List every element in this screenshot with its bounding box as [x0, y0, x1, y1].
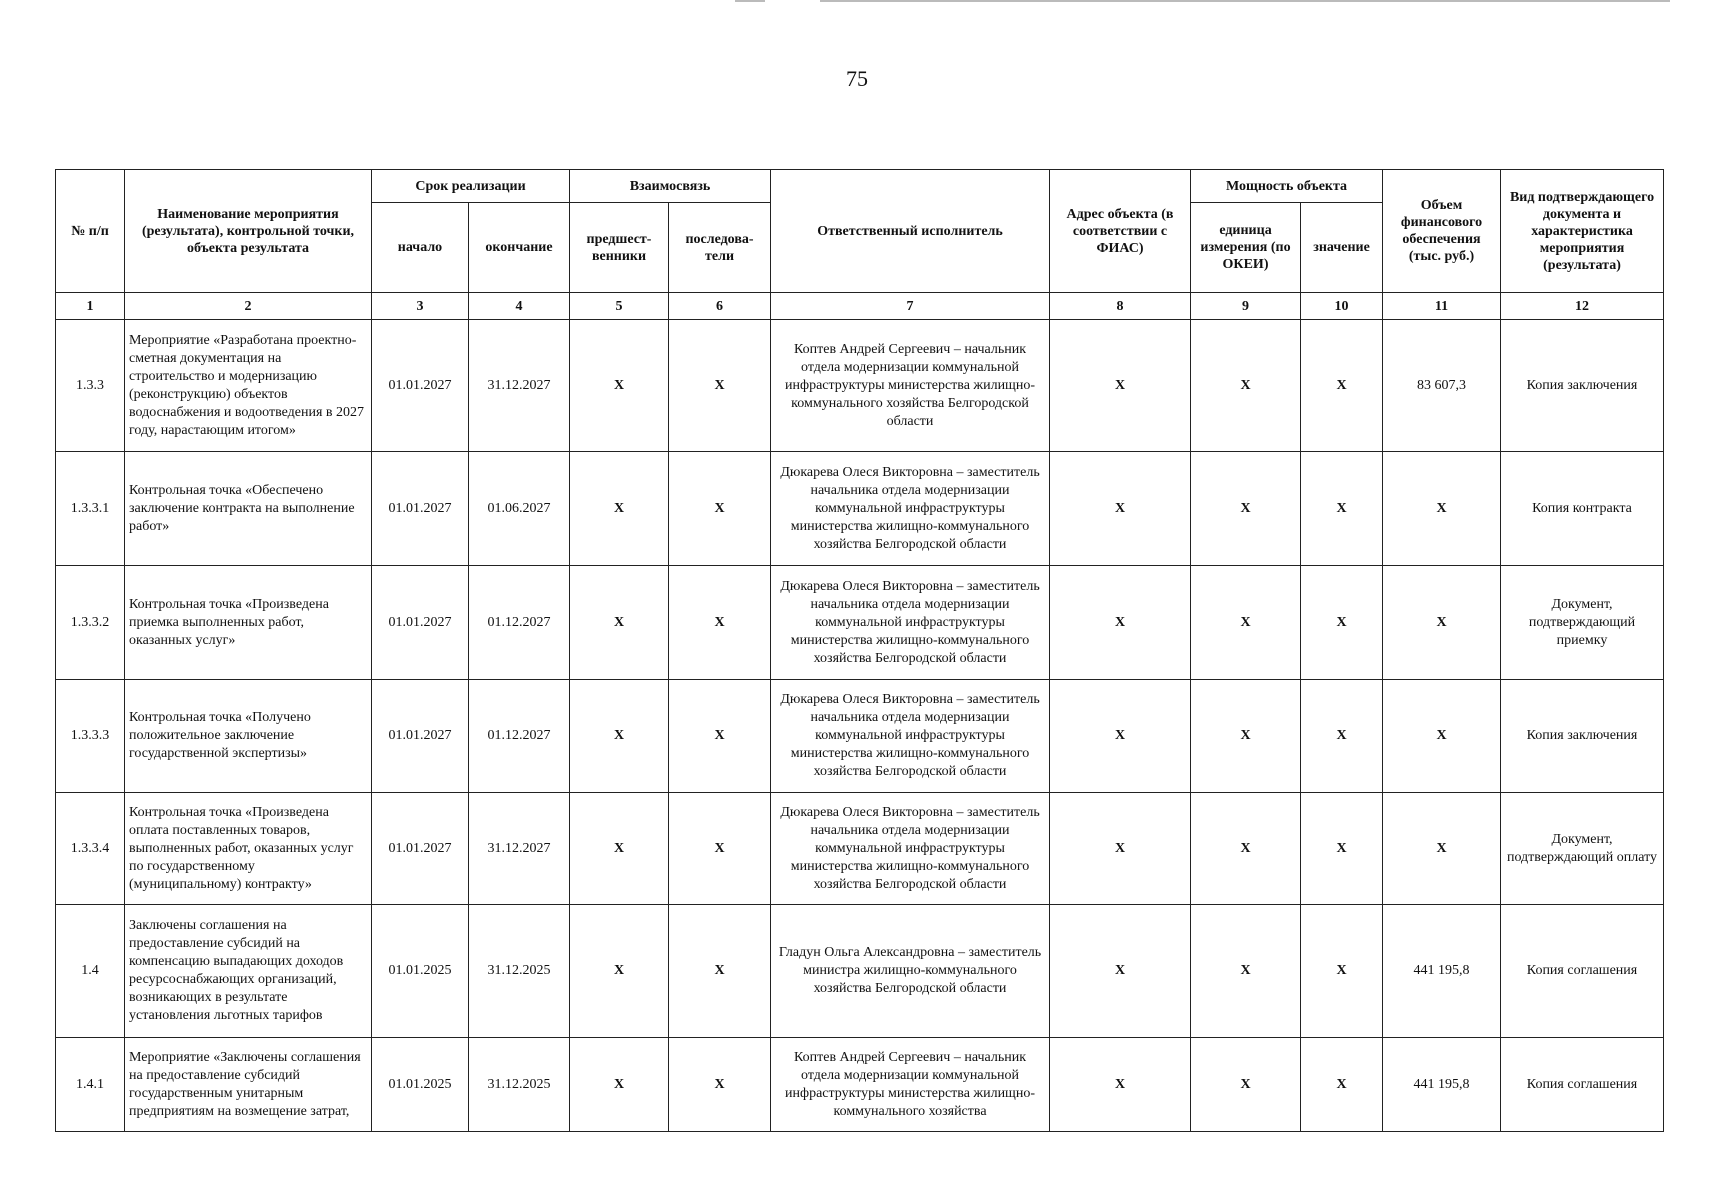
column-number: 2 — [125, 293, 372, 320]
column-number: 11 — [1383, 293, 1501, 320]
row-predecessors: X — [570, 793, 669, 905]
row-unit: X — [1191, 793, 1301, 905]
header-predecessors: предшест-венники — [570, 203, 669, 293]
row-doc: Копия контракта — [1501, 452, 1664, 566]
column-number: 7 — [771, 293, 1050, 320]
row-predecessors: X — [570, 680, 669, 793]
row-unit: X — [1191, 905, 1301, 1038]
row-executor: Коптев Андрей Сергеевич – начальник отдела модернизации коммунальной инфраструктуры министерства жилищно-коммунального хозяйства — [771, 1038, 1050, 1132]
row-name: Контрольная точка «Обеспечено заключение контракта на выполнение работ» — [125, 452, 372, 566]
row-doc: Копия соглашения — [1501, 905, 1664, 1038]
plan-table — [55, 169, 1664, 1132]
row-num: 1.3.3.1 — [56, 452, 125, 566]
header-finance: Объем финансового обеспечения (тыс. руб.) — [1383, 170, 1501, 293]
row-finance: X — [1383, 452, 1501, 566]
row-start: 01.01.2025 — [372, 905, 469, 1038]
row-unit: X — [1191, 452, 1301, 566]
row-num: 1.3.3.2 — [56, 566, 125, 680]
header-start: начало — [372, 203, 469, 293]
row-num: 1.4 — [56, 905, 125, 1038]
row-successors: X — [669, 680, 771, 793]
table-row — [56, 320, 1664, 452]
row-start: 01.01.2027 — [372, 680, 469, 793]
row-end: 31.12.2025 — [469, 905, 570, 1038]
row-executor: Дюкарева Олеся Викторовна – заместитель начальника отдела модернизации коммунальной инфраструктуры министерства жилищно-коммунального хозяйства Белгородской области — [771, 452, 1050, 566]
row-end: 01.06.2027 — [469, 452, 570, 566]
row-doc: Документ, подтверждающий приемку — [1501, 566, 1664, 680]
column-number: 6 — [669, 293, 771, 320]
row-unit: X — [1191, 320, 1301, 452]
row-value: X — [1301, 1038, 1383, 1132]
scan-edge-line — [820, 0, 1670, 2]
row-end: 31.12.2025 — [469, 1038, 570, 1132]
row-name: Контрольная точка «Произведена оплата поставленных товаров, выполненных работ, оказанных услуг по государственному (муниципальному) контракту» — [125, 793, 372, 905]
row-address: X — [1050, 320, 1191, 452]
table-row — [56, 452, 1664, 566]
header-name: Наименование мероприятия (результата), контрольной точки, объекта результата — [125, 170, 372, 293]
header-address: Адрес объекта (в соответствии с ФИАС) — [1050, 170, 1191, 293]
row-finance: X — [1383, 793, 1501, 905]
row-name: Контрольная точка «Произведена приемка выполненных работ, оказанных услуг» — [125, 566, 372, 680]
row-successors: X — [669, 452, 771, 566]
table-body — [56, 320, 1664, 1132]
row-address: X — [1050, 793, 1191, 905]
row-successors: X — [669, 793, 771, 905]
row-address: X — [1050, 1038, 1191, 1132]
row-address: X — [1050, 566, 1191, 680]
row-unit: X — [1191, 1038, 1301, 1132]
row-value: X — [1301, 566, 1383, 680]
table-header — [56, 170, 1664, 320]
row-start: 01.01.2027 — [372, 452, 469, 566]
row-successors: X — [669, 320, 771, 452]
header-capacity: Мощность объекта — [1191, 170, 1383, 203]
row-executor: Дюкарева Олеся Викторовна – заместитель начальника отдела модернизации коммунальной инфраструктуры министерства жилищно-коммунального хозяйства Белгородской области — [771, 793, 1050, 905]
row-num: 1.4.1 — [56, 1038, 125, 1132]
row-predecessors: X — [570, 320, 669, 452]
header-doc: Вид подтверждающего документа и характеристика мероприятия (результата) — [1501, 170, 1664, 293]
row-name: Заключены соглашения на предоставление субсидий на компенсацию выпадающих доходов ресурсоснабжающих организаций, возникающих в результате установления льготных тарифов — [125, 905, 372, 1038]
row-end: 01.12.2027 — [469, 680, 570, 793]
column-number: 1 — [56, 293, 125, 320]
row-end: 31.12.2027 — [469, 793, 570, 905]
row-unit: X — [1191, 680, 1301, 793]
row-start: 01.01.2027 — [372, 566, 469, 680]
row-predecessors: X — [570, 1038, 669, 1132]
row-address: X — [1050, 680, 1191, 793]
row-predecessors: X — [570, 566, 669, 680]
page-number: 75 — [846, 66, 868, 91]
row-start: 01.01.2027 — [372, 320, 469, 452]
column-number-row — [56, 293, 1664, 320]
row-name: Контрольная точка «Получено положительное заключение государственной экспертизы» — [125, 680, 372, 793]
row-name: Мероприятие «Заключены соглашения на предоставление субсидий государственным унитарным предприятиям на возмещение затрат, — [125, 1038, 372, 1132]
column-number: 3 — [372, 293, 469, 320]
header-num: № п/п — [56, 170, 125, 293]
column-number: 9 — [1191, 293, 1301, 320]
table-row — [56, 793, 1664, 905]
row-value: X — [1301, 452, 1383, 566]
row-name: Мероприятие «Разработана проектно-сметная документация на строительство и модернизацию (реконструкцию) объектов водоснабжения и водоотведения в 2027 году, нарастающим итогом» — [125, 320, 372, 452]
row-num: 1.3.3 — [56, 320, 125, 452]
table-row — [56, 905, 1664, 1038]
row-successors: X — [669, 905, 771, 1038]
table-row — [56, 680, 1664, 793]
row-finance: 83 607,3 — [1383, 320, 1501, 452]
row-value: X — [1301, 905, 1383, 1038]
header-period: Срок реализации — [372, 170, 570, 203]
row-executor: Коптев Андрей Сергеевич – начальник отдела модернизации коммунальной инфраструктуры министерства жилищно-коммунального хозяйства Белгородской области — [771, 320, 1050, 452]
header-unit: единица измерения (по ОКЕИ) — [1191, 203, 1301, 293]
header-end: окончание — [469, 203, 570, 293]
table-row — [56, 566, 1664, 680]
header-executor: Ответственный исполнитель — [771, 170, 1050, 293]
row-finance: 441 195,8 — [1383, 1038, 1501, 1132]
row-successors: X — [669, 566, 771, 680]
row-finance: X — [1383, 566, 1501, 680]
row-finance: X — [1383, 680, 1501, 793]
column-number: 4 — [469, 293, 570, 320]
row-executor: Гладун Ольга Александровна – заместитель министра жилищно-коммунального хозяйства Белгородской области — [771, 905, 1050, 1038]
row-start: 01.01.2027 — [372, 793, 469, 905]
row-executor: Дюкарева Олеся Викторовна – заместитель начальника отдела модернизации коммунальной инфраструктуры министерства жилищно-коммунального хозяйства Белгородской области — [771, 566, 1050, 680]
row-value: X — [1301, 793, 1383, 905]
row-end: 01.12.2027 — [469, 566, 570, 680]
row-address: X — [1050, 452, 1191, 566]
row-start: 01.01.2025 — [372, 1038, 469, 1132]
row-executor: Дюкарева Олеся Викторовна – заместитель начальника отдела модернизации коммунальной инфраструктуры министерства жилищно-коммунального хозяйства Белгородской области — [771, 680, 1050, 793]
column-number: 8 — [1050, 293, 1191, 320]
row-doc: Документ, подтверждающий оплату — [1501, 793, 1664, 905]
header-successors: последова-тели — [669, 203, 771, 293]
row-finance: 441 195,8 — [1383, 905, 1501, 1038]
table-row — [56, 1038, 1664, 1132]
row-num: 1.3.3.4 — [56, 793, 125, 905]
header-link: Взаимосвязь — [570, 170, 771, 203]
row-end: 31.12.2027 — [469, 320, 570, 452]
row-unit: X — [1191, 566, 1301, 680]
row-value: X — [1301, 320, 1383, 452]
row-doc: Копия заключения — [1501, 680, 1664, 793]
row-doc: Копия заключения — [1501, 320, 1664, 452]
row-value: X — [1301, 680, 1383, 793]
row-predecessors: X — [570, 452, 669, 566]
row-address: X — [1050, 905, 1191, 1038]
row-doc: Копия соглашения — [1501, 1038, 1664, 1132]
scan-edge-line-short — [735, 0, 765, 2]
column-number: 10 — [1301, 293, 1383, 320]
row-num: 1.3.3.3 — [56, 680, 125, 793]
header-value: значение — [1301, 203, 1383, 293]
column-number: 12 — [1501, 293, 1664, 320]
row-successors: X — [669, 1038, 771, 1132]
column-number: 5 — [570, 293, 669, 320]
row-predecessors: X — [570, 905, 669, 1038]
